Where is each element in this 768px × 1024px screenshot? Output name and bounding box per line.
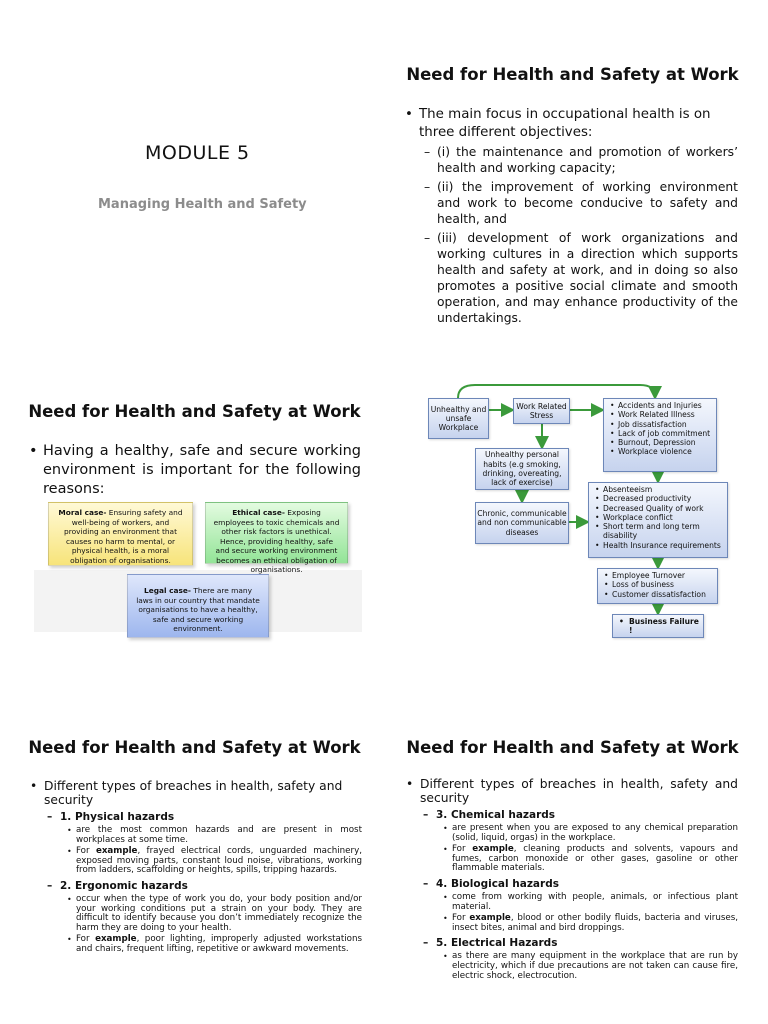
bullet-text: Different types of breaches in health, safety and security [44, 779, 343, 807]
unhealthy-workplace-box [428, 398, 489, 439]
arc-arrow [458, 385, 655, 398]
box-text: Work Related Stress [516, 401, 567, 420]
slide-title: Need for Health and Safety at Work [28, 738, 361, 757]
hazard-heading: – 2. Ergonomic hazards [47, 879, 362, 893]
bullet-text: Having a healthy, safe and secure working environment is important for the following reasons: [43, 443, 361, 497]
effects-list-3 [598, 569, 717, 599]
hazard-list [30, 779, 362, 955]
list-item: – (iii) development of work organizations and working cultures in a direction which supports health and safety at work, and in doing so also promotes a positive social climate and smooth operation, and may enhance productivity of the undertakings. [424, 230, 738, 326]
module-title: MODULE 5 [145, 142, 250, 164]
slide-title: Need for Health and Safety at Work [406, 65, 739, 84]
case-heading: Legal case- [144, 586, 191, 595]
effects-box-1 [603, 398, 717, 472]
effect-item: • Workplace violence [610, 447, 712, 456]
hazard-point: • as there are many equipment in the workplace that are run by electricity, which if due precautions are not taken can cause fire, electric shock, electrocution. [443, 952, 738, 981]
effect-item: • Burnout, Depression [610, 438, 712, 447]
work-stress-box [513, 398, 570, 424]
hazard-heading: – 3. Chemical hazards [423, 808, 738, 822]
hazard-point: • occur when the type of work you do, your body position and/or your working conditions put a strain on your body. They are difficult to identify because you don’t immediately recognize the harm they are doing to your health. [67, 895, 362, 933]
slide-title: Need for Health and Safety at Work [28, 402, 361, 421]
effect-item: • Decreased productivity [595, 494, 723, 503]
effect-item: • Health Insurance requirements [595, 541, 723, 550]
case-heading: Ethical case- [232, 508, 285, 517]
hazard-point: • come from working with people, animals, or infectious plant material. [443, 893, 738, 912]
list-item: – (ii) the improvement of working environment and work to become conducive to safety and health, and [424, 179, 738, 227]
hazard-point: • For example, blood or other bodily fluids, bacteria and viruses, insect bites, animal and bird droppings. [443, 914, 738, 933]
effect-item: • Work Related Illness [610, 410, 712, 419]
effect-item: • Employee Turnover [604, 571, 713, 580]
bullet-text: The main focus in occupational health is on three different objectives: [419, 107, 711, 140]
business-failure-box [612, 614, 704, 638]
case-text: Ensuring safety and well-being of workers, and providing an environment that causes no harm to mental, or physical health, is a moral obligation of organisations. [64, 508, 183, 565]
effect-item: • Loss of business [604, 580, 713, 589]
chronic-diseases-box [475, 502, 569, 544]
box-text: Unhealthy and unsafe Workplace [430, 404, 487, 433]
effect-item: • Absenteeism [595, 485, 723, 494]
effect-item: • Decreased Quality of work [595, 504, 723, 513]
case-text: Exposing employees to toxic chemicals and other risk factors is unethical. Hence, providing healthy, safe and secure working environment becomes an ethical obligation of organisations. [213, 508, 340, 574]
hazard-point: • For example, poor lighting, improperly adjusted workstations and chairs, frequent lifting, repetitive or awkward movements. [67, 935, 362, 954]
effects-list-1 [604, 399, 716, 457]
effects-box-2 [588, 482, 728, 558]
bullet-item [30, 779, 362, 807]
hazard-point: • For example, cleaning products and solvents, vapours and fumes, carbon monoxide or other gases, gasoline or other flammable materials. [443, 845, 738, 874]
bullet-item [406, 777, 738, 805]
hazard-heading: – 4. Biological hazards [423, 877, 738, 891]
effects-list-2 [589, 483, 727, 550]
effect-item: • Job dissatisfaction [610, 420, 712, 429]
hazard-heading: – 5. Electrical Hazards [423, 936, 738, 950]
hazard-point: • are present when you are exposed to any chemical preparation (solid, liquid, orgas) in the workplace. [443, 824, 738, 843]
effect-item: • Customer dissatisfaction [604, 590, 713, 599]
list-item: – (i) the maintenance and promotion of workers’ health and working capacity; [424, 144, 738, 176]
failure-text: Business Failure ! [629, 616, 699, 635]
slide-title: Need for Health and Safety at Work [406, 738, 739, 757]
effect-item: • Lack of job commitment [610, 429, 712, 438]
hazard-point: • For example, frayed electrical cords, unguarded machinery, exposed moving parts, constant loud noise, vibrations, working from ladders, scaffolding or heights, spills, tripping hazards. [67, 847, 362, 876]
personal-habits-box [475, 448, 569, 490]
case-heading: Moral case- [58, 508, 107, 517]
bullet-text: Different types of breaches in health, safety and security [420, 777, 738, 805]
effect-item: • Workplace conflict [595, 513, 723, 522]
effects-box-3 [597, 568, 718, 604]
hazard-heading: – 1. Physical hazards [47, 810, 362, 824]
box-text: Chronic, communicable and non communicable diseases [477, 509, 567, 537]
module-subtitle: Managing Health and Safety [98, 197, 307, 212]
effect-item: • Accidents and Injuries [610, 401, 712, 410]
box-text: • Business Failure ! [619, 616, 699, 635]
box-text: Unhealthy personal habits (e.g smoking, drinking, overeating, lack of exercise) [482, 450, 562, 488]
case-text: There are many laws in our country that mandate organisations to have a healthy, safe and secure working environment. [136, 586, 260, 633]
hazard-point: • are the most common hazards and are present in most workplaces at some time. [67, 826, 362, 845]
effect-item: • Short term and long term disability [595, 522, 723, 541]
hazard-list [406, 777, 738, 981]
